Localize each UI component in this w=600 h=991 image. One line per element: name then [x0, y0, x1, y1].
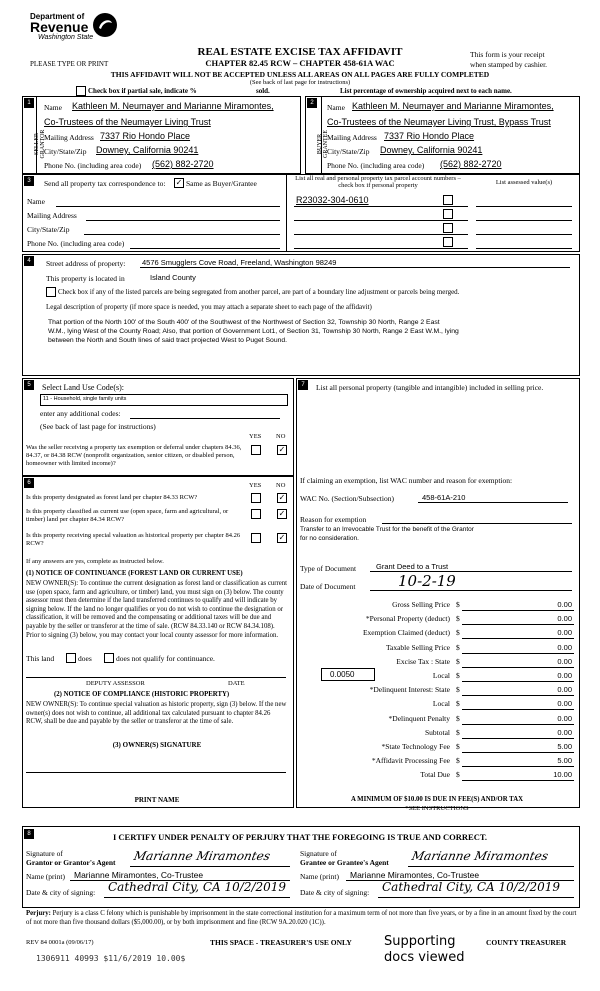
land-use-value: 11 - Household, single family units	[43, 396, 127, 402]
s5-yes: YES	[249, 433, 262, 440]
supporting-line-2: docs viewed	[384, 950, 465, 965]
receipt-line-2: when stamped by cashier.	[470, 60, 548, 69]
perjury-label: Perjury:	[26, 910, 51, 917]
reason-label: Reason for exemption	[300, 515, 367, 524]
owner-signature-label: (3) OWNER(S) SIGNATURE	[112, 741, 202, 749]
does-not-checkbox[interactable]	[104, 653, 114, 663]
grantee-sig-label-1: Signature of	[300, 849, 337, 858]
tax-row-label: Subtotal	[424, 727, 450, 737]
section-1-marker: 1	[24, 98, 34, 108]
historic-yes-checkbox[interactable]	[251, 533, 261, 543]
tax-row-value[interactable]: 0.00	[557, 713, 572, 723]
tax-row-value[interactable]: 0.00	[557, 699, 572, 709]
perjury-text: Perjury is a class C felony which is punishable by imprisonment in the state correctional institution for a maximum term of not more than five years, or by a fine in an amount fixed by the court of not more than five thousand dollars ($5,000.00), or by both imprisonment and fine (RCW 9A.20.020 (1C)).	[26, 910, 577, 926]
grantee-name-label: Name (print)	[300, 872, 339, 881]
assessed-line-4	[476, 248, 572, 249]
tax-row	[296, 756, 578, 768]
forest-no-checkbox[interactable]: ✓	[278, 493, 286, 502]
exemption-question: Was the seller receiving a property tax exemption or deferral under chapters 84.36, 84.37, or 84.38 RCW (nonprofit organization, senior citizen, or disabled person, homeowner with limited income)?	[26, 444, 242, 467]
buyer-mailing-label: Mailing Address	[327, 133, 377, 142]
section-2-marker: 2	[307, 98, 317, 108]
tax-row-line	[462, 724, 574, 725]
personal-property-checkbox-4[interactable]	[443, 237, 453, 247]
buyer-phone[interactable]: (562) 882-2720	[440, 159, 502, 169]
if-yes-note: If any answers are yes, complete as instructed below.	[26, 558, 164, 565]
legal-line-2[interactable]: W.M., lying West of the County Road; Also, that portion of Government Lot1, of Section 31, Township 30 North, Range 2 East W.M., lying	[48, 328, 459, 335]
tax-row-dollar: $	[456, 756, 460, 766]
s3-name-line	[56, 206, 280, 207]
tax-row-label: *State Technology Fee	[381, 742, 450, 751]
buyer-name-2[interactable]: Co-Trustees of the Neumayer Living Trust, Bypass Trust	[327, 117, 551, 127]
seller-mailing-label: Mailing Address	[44, 133, 94, 142]
deputy-assessor-label: DEPUTY ASSESSOR	[86, 680, 145, 687]
seller-name-1[interactable]: Kathleen M. Neumayer and Marianne Miramontes,	[72, 101, 274, 111]
s3-city-label: City/State/Zip	[27, 225, 70, 234]
tax-row-dollar: $	[456, 699, 460, 709]
assessed-line-1	[476, 206, 572, 207]
seller-phone-label: Phone No. (including area code)	[44, 161, 142, 170]
tax-row	[296, 699, 578, 711]
minimum-due: A MINIMUM OF $10.00 IS DUE IN FEE(S) AND/OR TAX	[350, 796, 524, 803]
grantor-date-label: Date & city of signing:	[26, 888, 96, 897]
tax-row-label: *Delinquent Penalty	[388, 713, 450, 723]
tax-row-label: Total Due	[420, 770, 450, 780]
tax-row-dollar: $	[456, 685, 460, 695]
buyer-side-label: BUYER GRANTEE	[317, 130, 329, 158]
this-land-label: This land	[26, 654, 55, 663]
additional-codes-label: enter any additional codes:	[40, 409, 121, 418]
tax-row-dollar: $	[456, 614, 460, 624]
tax-row-label: *Delinquent Interest: State	[369, 685, 450, 695]
tax-row-line	[462, 709, 574, 710]
tax-row-line	[462, 695, 574, 696]
legal-line-1[interactable]: That portion of the North 100' of the South 400' of the Southwest of the Northwest of Section 32, Township 30 North, Range 2 East	[48, 319, 440, 326]
grantor-sig-label-1: Signature of	[26, 849, 63, 858]
s3-mailing-label: Mailing Address	[27, 211, 77, 220]
supporting-line-1: Supporting	[384, 934, 456, 949]
buyer-city-label: City/State/Zip	[327, 147, 370, 156]
form-warning: THIS AFFIDAVIT WILL NOT BE ACCEPTED UNLESS ALL AREAS ON ALL PAGES ARE FULLY COMPLETED	[110, 70, 490, 79]
wac-value[interactable]: 458-61A-210	[422, 493, 466, 502]
tax-row-line	[462, 752, 574, 753]
tax-row-label: Excise Tax : State	[396, 656, 450, 666]
local-rate-box[interactable]	[321, 668, 375, 681]
certify-statement: I CERTIFY UNDER PENALTY OF PERJURY THAT THE FOREGOING IS TRUE AND CORRECT.	[112, 832, 487, 842]
legal-line-3[interactable]: between the North and South lines of said tract projected West to Puget Sound.	[48, 337, 288, 344]
tax-row-value[interactable]: 0.00	[557, 685, 572, 695]
tax-row-label: Local	[432, 699, 450, 709]
tax-row	[296, 657, 578, 669]
grantor-name-label: Name (print)	[26, 872, 65, 881]
notice2-title: (2) NOTICE OF COMPLIANCE (HISTORIC PROPERTY)	[54, 691, 230, 698]
seller-city-label: City/State/Zip	[44, 147, 87, 156]
tax-row-dollar: $	[456, 770, 460, 780]
grantee-date-label: Date & city of signing:	[300, 888, 370, 897]
tax-row-value[interactable]: 0.00	[557, 614, 572, 624]
s3-phone-line	[130, 248, 280, 249]
tax-row	[296, 742, 578, 754]
s3-city-line	[84, 234, 280, 235]
buyer-name-label: Name	[327, 103, 345, 112]
assessed-line-3	[476, 234, 572, 235]
seller-name-label: Name	[44, 103, 62, 112]
grantee-date-line	[378, 897, 574, 898]
seller-city[interactable]: Downey, California 90241	[96, 145, 199, 155]
tax-row-value[interactable]: 0.00	[557, 671, 572, 680]
tax-row-line	[462, 624, 574, 625]
tax-row	[296, 614, 578, 626]
located-label: This property is located in	[46, 274, 125, 283]
seller-name-2[interactable]: Co-Trustees of the Neumayer Living Trust	[44, 117, 211, 127]
treasurer-use: THIS SPACE - TREASURER'S USE ONLY	[210, 938, 352, 947]
parcel-line-2	[294, 220, 468, 221]
personal-property-checkbox-3[interactable]	[443, 223, 453, 233]
segregated-checkbox[interactable]	[46, 287, 56, 297]
tax-row-line	[462, 667, 574, 668]
tax-row-value[interactable]: 0.00	[557, 642, 572, 652]
parcel-line-3	[294, 234, 468, 235]
additional-codes-line[interactable]	[130, 418, 280, 419]
parcel-line-1	[294, 206, 468, 207]
sold-label: sold.	[256, 87, 270, 95]
section-3-marker: 3	[24, 176, 34, 186]
tax-row-dollar: $	[456, 628, 460, 638]
tax-row-label: Taxable Selling Price	[385, 642, 450, 652]
tax-row-line	[462, 610, 574, 611]
tax-row-label: *Affidavit Processing Fee	[371, 756, 450, 766]
does-not-label: does not qualify for continuance.	[116, 654, 215, 663]
s6-yes: YES	[249, 482, 262, 489]
tax-row	[296, 728, 578, 740]
section-4-box	[22, 254, 580, 376]
same-as-buyer-checkbox[interactable]: ✓	[175, 178, 183, 187]
forest-question: Is this property designated as forest land per chapter 84.33 RCW?	[26, 494, 198, 501]
street-label: Street address of property:	[46, 259, 126, 268]
reason-line-1[interactable]: Transfer to an Irrevocable Trust for the benefit of the Grantor	[300, 526, 474, 533]
land-use-label: Select Land Use Code(s):	[42, 383, 124, 392]
s5-no-checkbox[interactable]: ✓	[278, 445, 286, 454]
grantor-signature[interactable]: Marianne Miramontes	[132, 849, 272, 863]
dept-line1: Department of	[30, 12, 85, 21]
deputy-line[interactable]	[26, 677, 286, 678]
tax-row-value[interactable]: 5.00	[557, 756, 572, 766]
tax-row-dollar: $	[456, 642, 460, 652]
please-type: PLEASE TYPE OR PRINT	[30, 60, 109, 68]
buyer-mailing[interactable]: 7337 Rio Hondo Place	[384, 131, 475, 141]
section-4-marker: 4	[24, 256, 34, 266]
legal-label: Legal description of property (if more space is needed, you may attach a separate sheet to each page of the affidavit)	[46, 303, 372, 311]
form-title: REAL ESTATE EXCISE TAX AFFIDAVIT	[197, 46, 403, 58]
s3-phone-label: Phone No. (including area code)	[27, 239, 125, 248]
grantee-sig-label-2: Grantee or Grantee's Agent	[300, 858, 389, 867]
doc-type-label: Type of Document	[300, 564, 357, 573]
grantee-date[interactable]: Cathedral City, CA 10/2/2019	[382, 880, 561, 894]
dept-line2: Revenue	[30, 19, 89, 35]
notice1-text: NEW OWNER(S): To continue the current designation as forest land or classification as current use (open space, farm and agriculture, or timber) land, you must sign on (3) below. The county assessor must then determine if the land transferred continues to qualify and will indicate by signing below. If the land no longer qualifies or you do not wish to continue the designation or classification, it will be removed and the compensating or additional taxes will be due and payable by the seller or transferor at the time of sale. (RCW 84.33.140 or RCW 84.34.108). Prior to signing (3) below, you may contact your local county assessor for more information.	[26, 580, 288, 639]
reason-line	[382, 523, 572, 524]
grantor-sig-label-2: Grantor or Grantor's Agent	[26, 858, 116, 867]
tax-row-line	[462, 780, 574, 781]
does-checkbox[interactable]	[66, 653, 76, 663]
grantor-name[interactable]: Marianne Miramontes, Co-Trustee	[74, 870, 204, 880]
personal-property-checkbox-1[interactable]	[443, 195, 453, 205]
assessed-line-2	[476, 220, 572, 221]
tax-row-line	[462, 638, 574, 639]
current-use-question: Is this property classified as current use (open space, farm and agricultural, or timber) land per chapter 84.34 RCW?	[26, 508, 229, 523]
seller-side-label: SELLER GRANTOR	[34, 129, 46, 159]
tax-row	[296, 685, 578, 697]
tax-row-dollar: $	[456, 742, 460, 751]
parcel-number[interactable]: R23032-304-0610	[296, 195, 369, 205]
deputy-date-label: DATE	[228, 680, 245, 687]
tax-row-dollar: $	[456, 727, 460, 737]
assessed-header: List assessed value(s)	[495, 179, 553, 186]
notice1-title: (1) NOTICE OF CONTINUANCE (FOREST LAND OR CURRENT USE)	[26, 570, 243, 577]
seller-mailing[interactable]: 7337 Rio Hondo Place	[100, 131, 191, 141]
tax-row-value[interactable]: 0.00	[557, 600, 572, 609]
tax-row-value[interactable]: 10.00	[553, 770, 572, 780]
historic-question: Is this property receiving special valuation as historical property per chapter 84.26 RCW?	[26, 532, 241, 547]
grantee-sig-line	[408, 866, 574, 867]
seller-divider	[36, 96, 37, 173]
does-label: does	[78, 654, 92, 663]
section-7-marker: 7	[298, 380, 308, 390]
section-8-marker: 8	[24, 829, 34, 839]
s3-divider	[286, 174, 287, 251]
grantee-signature[interactable]: Marianne Miramontes	[410, 849, 550, 863]
tax-row-value[interactable]: 0.00	[557, 628, 572, 638]
partial-sale-label: Check box if partial sale, indicate %	[88, 87, 197, 95]
tax-row-label: Gross Selling Price	[392, 600, 450, 609]
seller-phone[interactable]: (562) 882-2720	[152, 159, 214, 169]
tax-row-value[interactable]: 0.00	[557, 656, 572, 666]
wac-line	[418, 502, 568, 503]
tax-row	[296, 643, 578, 655]
land-use-select[interactable]	[40, 394, 288, 406]
street-line	[140, 267, 570, 268]
doc-date-value[interactable]: 10-2-19	[398, 572, 456, 590]
perjury-block	[26, 910, 578, 927]
county-value[interactable]: Island County	[150, 273, 196, 282]
dept-line3: Washington State	[38, 34, 94, 41]
local-rate: 0.0050	[330, 670, 355, 679]
tax-row-label: Exemption Claimed (deduct)	[362, 628, 450, 638]
grantor-date[interactable]: Cathedral City, CA 10/2/2019	[108, 880, 287, 894]
doc-date-label: Date of Document	[300, 582, 356, 591]
form-chapter: CHAPTER 82.45 RCW – CHAPTER 458-61A WAC	[205, 58, 395, 68]
segregated-label: Check box if any of the listed parcels are being segregated from another parcel, are part of a boundary line adjustment or parcels being merged.	[58, 288, 460, 296]
tax-row-line	[462, 681, 574, 682]
grantee-name[interactable]: Marianne Miramontes, Co-Trustee	[350, 870, 480, 880]
cashier-stamp: 1306911 40993 $11/6/2019 10.00$	[36, 954, 186, 963]
doc-type-value[interactable]: Grant Deed to a Trust	[376, 562, 449, 571]
rev-number: REV 84 0001a (09/06/17)	[26, 939, 94, 946]
reason-line-2[interactable]: for no consideration.	[300, 535, 359, 542]
see-instructions: *SEE INSTRUCTIONS	[405, 805, 469, 812]
tax-row-dollar: $	[456, 600, 460, 609]
current-use-yes-checkbox[interactable]	[251, 509, 261, 519]
s5-yes-checkbox[interactable]	[251, 445, 261, 455]
buyer-phone-label: Phone No. (including area code)	[327, 161, 425, 170]
see-back: (See back of last page for instructions)	[249, 79, 351, 86]
county-treasurer: COUNTY TREASURER	[486, 938, 567, 947]
grantor-sig-line	[130, 866, 290, 867]
list-percentage: List percentage of ownership acquired next to each name.	[340, 87, 512, 95]
s3-name-label: Name	[27, 197, 45, 206]
wac-label: WAC No. (Section/Subsection)	[300, 494, 394, 503]
tax-row-value[interactable]: 5.00	[557, 742, 572, 751]
tax-row-dollar: $	[456, 713, 460, 723]
parcel-line-4	[294, 248, 468, 249]
owner-signature-line[interactable]	[26, 772, 286, 773]
buyer-divider	[321, 96, 322, 173]
section-5-marker: 5	[24, 380, 34, 390]
buyer-city[interactable]: Downey, California 90241	[380, 145, 483, 155]
send-correspondence-label: Send all property tax correspondence to:	[44, 179, 166, 188]
tax-row	[296, 770, 578, 782]
tax-row-dollar: $	[456, 671, 460, 680]
buyer-name-1[interactable]: Kathleen M. Neumayer and Marianne Miramontes,	[352, 101, 554, 111]
parcel-header: List all real and personal property tax parcel account numbers – check box if personal property	[295, 175, 461, 189]
tax-row	[296, 600, 578, 612]
tax-row-line	[462, 653, 574, 654]
tax-row	[296, 628, 578, 640]
partial-sale-checkbox[interactable]	[76, 86, 86, 96]
notice2-text: NEW OWNER(S): To continue special valuation as historic property, sign (3) below. If the new owner(s) does not wish to continue, all additional tax calculated pursuant to chapter 84.26 RCW, shall be due and payable by the seller or transferor at the time of sale.	[26, 701, 287, 726]
street-address[interactable]: 4576 Smugglers Cove Road, Freeland, Washington 98249	[142, 258, 337, 267]
tax-row-label: Local	[432, 671, 450, 680]
s6-no: NO	[276, 482, 286, 489]
revenue-logo-icon	[92, 12, 118, 38]
tax-row-dollar: $	[456, 656, 460, 666]
section-6-box	[22, 476, 294, 808]
current-use-no-checkbox[interactable]: ✓	[278, 509, 286, 518]
exemption-claim-label: If claiming an exemption, list WAC number and reason for exemption:	[300, 476, 513, 485]
tax-row-label: *Personal Property (deduct)	[365, 614, 450, 624]
grantor-date-line	[104, 897, 290, 898]
tax-row-line	[462, 766, 574, 767]
tax-row	[296, 714, 578, 726]
tax-row-line	[462, 738, 574, 739]
doc-date-line	[370, 590, 572, 591]
same-as-buyer-label: Same as Buyer/Grantee	[186, 179, 257, 188]
tax-row-value[interactable]: 0.00	[557, 727, 572, 737]
section-6-marker: 6	[24, 478, 34, 488]
forest-yes-checkbox[interactable]	[251, 493, 261, 503]
s5-no: NO	[276, 433, 286, 440]
personal-property-checkbox-2[interactable]	[443, 209, 453, 219]
historic-no-checkbox[interactable]: ✓	[278, 533, 286, 542]
personal-property-label: List all personal property (tangible and intangible) included in selling price.	[316, 383, 544, 392]
s3-mailing-line	[86, 220, 280, 221]
receipt-line-1: This form is your receipt	[470, 50, 545, 59]
s5-see-back: (See back of last page for instructions)	[40, 422, 156, 431]
print-name-label: PRINT NAME	[134, 796, 180, 804]
